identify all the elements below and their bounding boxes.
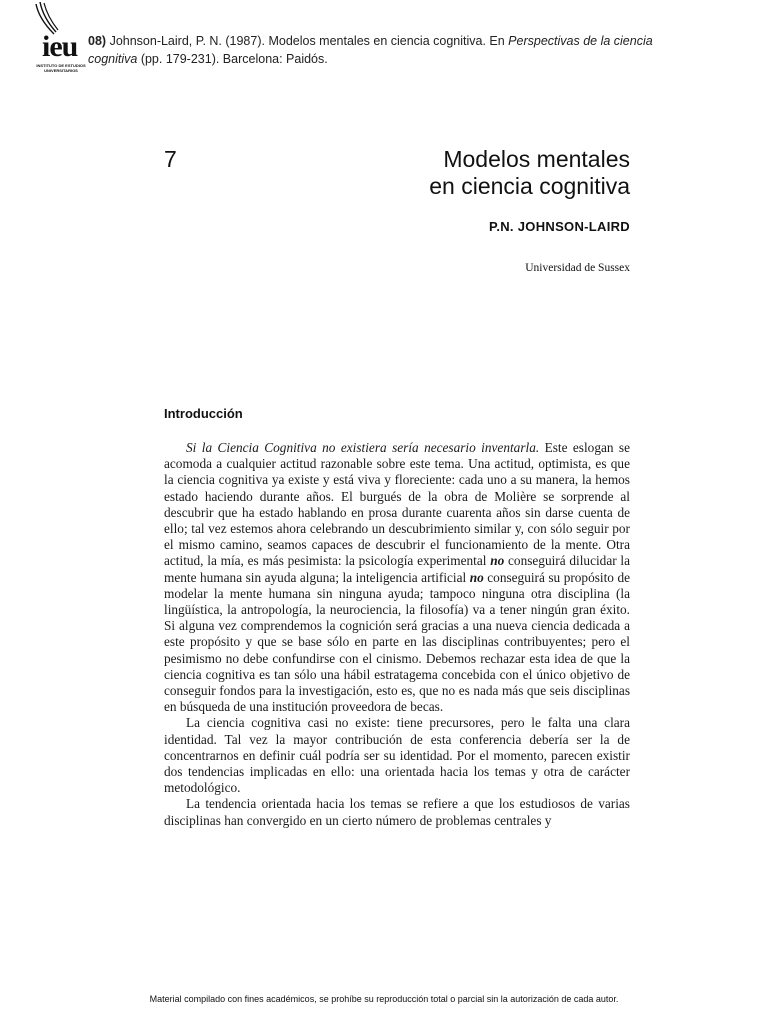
copyright-footer: Material compilado con fines académicos, se prohíbe su reproducción total o parcial sin la autorización de cada autor.	[149, 994, 619, 1004]
logo-subtitle: INSTITUTO DE ESTUDIOS UNIVERSITARIOS	[36, 63, 86, 73]
section-heading: Introducción	[164, 406, 243, 421]
chapter-title	[429, 146, 630, 200]
chapter-title-line2: en ciencia cognitiva	[429, 173, 630, 199]
paragraph-2: La ciencia cognitiva casi no existe: tiene precursores, pero le falta una clara identidad. Tal vez la mayor contribución de esta conferencia debería ser la de concentrarnos en definir cuál podría ser su identidad. Por el momento, parecen existir dos tendencias implicadas en ello: una orientada hacia los temas y otra de carácter metodológico.	[164, 715, 630, 796]
paragraph-3: La tendencia orientada hacia los temas se refiere a que los estudiosos de varias disciplinas han convergido en un cierto número de problemas centrales y	[164, 796, 630, 828]
paragraph-1-part-b: conseguirá dilucidar la mente humana sin ayuda alguna; la inteligencia artificial	[164, 553, 630, 585]
emphasis-no-2: no	[469, 569, 484, 585]
body-text	[164, 440, 630, 829]
chapter-number: 7	[164, 146, 177, 172]
emphasis-no-1: no	[490, 553, 505, 569]
paragraph-1-part-c: conseguirá su propósito de modelar la mente humana sin ninguna ayuda; tampoco ninguna otra disciplina (la lingüística, la antropología, la neurociencia, la filosofía) va a tener ningún gran éxito. Si alguna vez comprendemos la cognición será gracias a una nueva ciencia dedicada a este propósito y que se base sólo en parte en las disciplinas contribuyentes; pero el pesimismo no debe confundirse con el cinismo. Debemos rechazar esta idea de que la ciencia cognitiva es tan sólo una hábil estratagema concebida con el único objetivo de conseguir fondos para la investigación, esto es, que no es nada más que seis disciplinas en búsqueda de una institución proveedora de becas.	[164, 569, 631, 715]
slogan-italic: Si la Ciencia Cognitiva no existiera sería necesario inventarla.	[186, 440, 540, 455]
chapter-title-line1: Modelos mentales	[443, 146, 630, 172]
citation-book-title: Perspectivas de la ciencia cognitiva	[88, 34, 653, 66]
paragraph-1-part-a: Este eslogan se acomoda a cualquier actitud razonable sobre este tema. Una actitud, optimista, es que la ciencia cognitiva ya existe y está viva y floreciente: cada uno a su manera, la hemos estado haciendo durante años. El burgués de la obra de Molière se sorprende al descubrir que ha estado hablando en prosa durante cuarenta años sin darse cuenta de ello; tal vez estemos ahora celebrando un descubrimiento similar y, con sólo seguir por el mismo camino, seamos capaces de descubrir el funcionamiento de la mente. Otra actitud, la mía, es más pesimista: la psicología experimental	[164, 440, 631, 569]
author-affiliation: Universidad de Sussex	[525, 262, 630, 274]
chapter-author: P.N. JOHNSON-LAIRD	[489, 219, 630, 234]
logo-wordmark: ieu	[42, 30, 78, 63]
ieu-logo	[16, 2, 86, 74]
citation-authors: Johnson-Laird, P. N. (1987). Modelos mentales en ciencia cognitiva. En	[109, 34, 509, 48]
citation-number: 08)	[88, 34, 107, 48]
paragraph-1	[164, 440, 630, 715]
citation-header	[88, 32, 668, 68]
citation-pages-publisher: (pp. 179-231). Barcelona: Paidós.	[137, 52, 328, 66]
